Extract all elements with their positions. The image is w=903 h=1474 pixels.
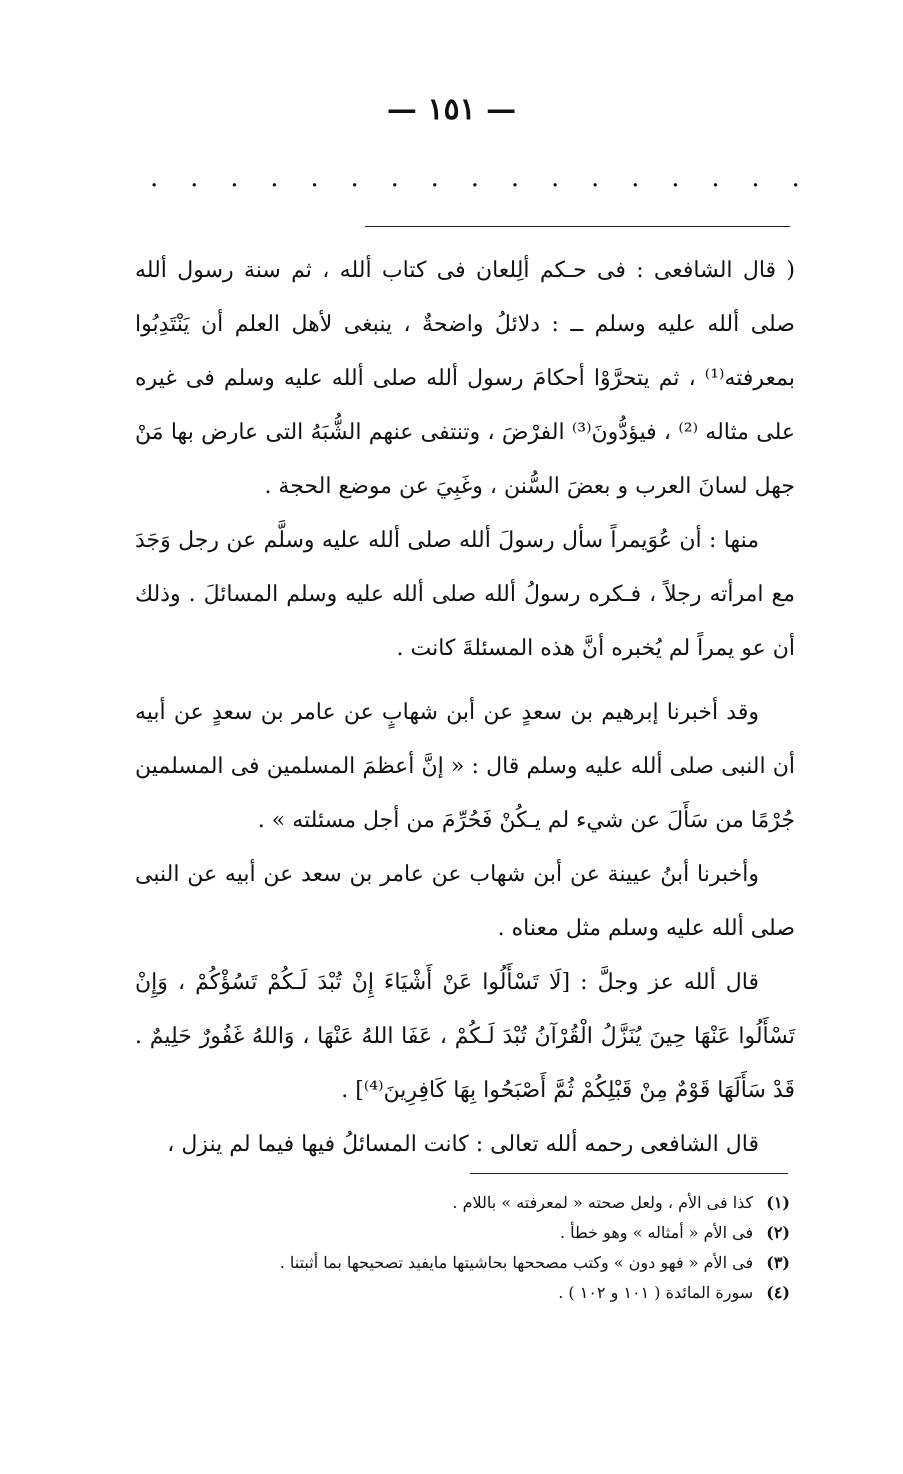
footnote-item — [150, 1218, 790, 1248]
footnote-number: (١) — [766, 1193, 790, 1212]
footnote-rule — [470, 1173, 788, 1174]
footnote-number: (٤) — [766, 1283, 790, 1302]
footnote-text: فى الأم « فهو دون » وكتب مصححها بحاشيتها مايفيد تصحيحها بما أثبتنا . — [279, 1253, 754, 1272]
footnotes — [150, 1188, 790, 1308]
page-number: — ١٥١ — — [386, 92, 517, 127]
main-text — [135, 244, 795, 1172]
paragraph-uwaymir: منها : أن عُوَيمراً سأل رسولَ ألله صلى ألله عليه وسلَّم عن رجل وَجَدَ مع امرأته رجلاً ، فـكره رسولُ ألله صلى ألله عليه وسلم المسائلَ . وذلك أن عو يمراً لم يُخبره أنَّ هذه المسئلةَ كانت . — [135, 528, 795, 661]
ellipsis-dots-divider: . . . . . . . . . . . . . . . . . — [150, 163, 800, 193]
paragraph-verse: قال ألله عز وجلَّ : [لَا تَسْأَلُوا عَنْ أَشْيَاءَ إِنْ تُبْدَ لَـكُمْ تَسُؤْكُمْ ، وَإِنْ تَسْأَلُوا عَنْهَا حِينَ يُنَزَّلُ الْقُرْآنُ تُبْدَ لَـكُمْ ، عَفَا اللهُ عَنْهَا ، وَاللهُ غَفُورٌ حَلِيمٌ . قَدْ سَأَلَهَا قَوْمٌ مِنْ قَبْلِكُمْ ثُمَّ أَصْبَحُوا بِهَا كَافِرِينَ⁽⁴⁾] . — [135, 970, 795, 1103]
top-rule — [365, 226, 790, 227]
footnote-text: سورة المائدة ( ١٠١ و ١٠٢ ) . — [558, 1283, 754, 1302]
footnote-item — [150, 1188, 790, 1218]
footnote-number: (٣) — [766, 1253, 790, 1272]
footnote-item — [150, 1248, 790, 1278]
paragraph-lian: ( قال الشافعى : فى حـكم ألِلعان فى كتاب ألله ، ثم سنة رسول ألله صلى ألله عليه وسلم ــ : دلائلُ واضحةٌ ، ينبغى لأهل العلم أن يَنْتَدِبُوا بمعرفته⁽¹⁾ ، ثم يتحرَّوْا أحكامَ رسول ألله صلى ألله عليه وسلم فى غيره على مثاله ⁽²⁾ ، فيؤدُّونَ⁽³⁾ الفرْضَ ، وتنتفى عنهم الشُّبَهُ التى عارض بها مَنْ جهل لسانَ العرب و بعضَ السُّنن ، وغَبِيَ عن موضع الحجة . — [135, 258, 795, 499]
footnote-text: كذا فى الأم ، ولعل صحته « لمعرفته » باللام . — [452, 1193, 754, 1212]
footnote-item — [150, 1278, 790, 1308]
paragraph-hadith-1: وقد أخبرنا إبرهيم بن سعدٍ عن أبن شهابٍ عن عامر بن سعدٍ عن أبيه أن النبى صلى ألله عليه وسلم قال : « إنَّ أعظمَ المسلمين فى المسلمين جُرْمًا من سَأَلَ عن شيء لم يـكُنْ فَحُرِّمَ من أجل مسئلته » . — [135, 700, 795, 833]
paragraph-shafii: قال الشافعى رحمه ألله تعالى : كانت المسائلُ فيها فيما لم ينزل ، — [167, 1132, 759, 1157]
paragraph-hadith-2: وأخبرنا أبنُ عيينة عن أبن شهاب عن عامر بن سعد عن أبيه عن النبى صلى ألله عليه وسلم مثل معناه . — [135, 862, 795, 941]
footnote-number: (٢) — [766, 1223, 790, 1242]
footnote-text: فى الأم « أمثاله » وهو خطأ . — [559, 1223, 754, 1242]
